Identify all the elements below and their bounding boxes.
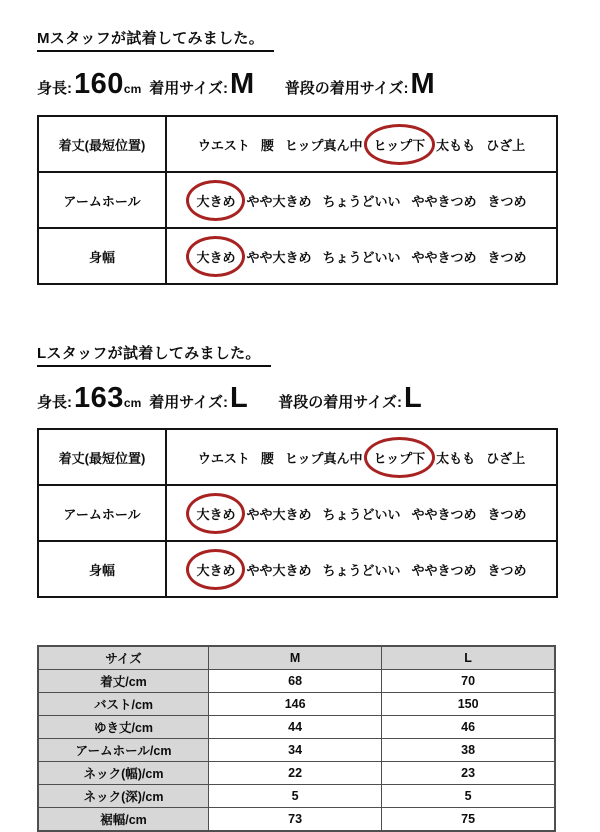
size-row-hem-width <box>38 808 555 832</box>
size-row-label: ネック(深)/cm <box>38 785 209 808</box>
staff-m-fit-table <box>37 115 558 285</box>
size-chart-table <box>37 645 556 832</box>
fit-option: ややきつめ <box>411 562 477 578</box>
fit-option: 太もも <box>436 450 476 466</box>
fit-option: きつめ <box>487 506 527 522</box>
fit-option: 太もも <box>436 137 476 153</box>
height-value: 163 <box>74 382 124 414</box>
size-row-label: ゆき丈/cm <box>38 716 209 739</box>
fit-option-circled: ヒップ下 <box>374 135 426 154</box>
fit-option: きつめ <box>487 562 527 578</box>
fit-option: ややきつめ <box>411 193 477 209</box>
height-unit: cm <box>123 82 142 96</box>
fit-options <box>167 448 556 467</box>
fit-row-label: アームホール <box>38 485 166 541</box>
wearing-size-label: 着用サイズ: <box>149 394 229 411</box>
fit-option: ややきつめ <box>411 506 477 522</box>
size-value-m: 5 <box>209 785 382 808</box>
fit-row-width <box>38 541 557 597</box>
usual-size-label: 普段の着用サイズ: <box>284 80 409 97</box>
size-value-m: 22 <box>209 762 382 785</box>
fit-option-circled: 大きめ <box>196 191 235 210</box>
wearing-size-value: L <box>230 382 249 414</box>
size-value-m: 73 <box>209 808 382 832</box>
size-value-l: 5 <box>382 785 555 808</box>
height-value: 160 <box>74 68 124 100</box>
height-label: 身長: <box>37 394 72 411</box>
fit-option-circled: 大きめ <box>196 504 235 523</box>
staff-m-heading: Mスタッフが試着してみました。 <box>37 27 274 52</box>
fit-row-armhole <box>38 485 557 541</box>
usual-size-label: 普段の着用サイズ: <box>278 394 403 411</box>
fit-option: ややきつめ <box>411 249 477 265</box>
size-value-m: 146 <box>209 693 382 716</box>
fit-option-circled: 大きめ <box>196 560 235 579</box>
staff-l-section <box>37 342 559 598</box>
fit-options <box>167 191 556 210</box>
size-row-sleeve-length <box>38 716 555 739</box>
fit-option: ひざ上 <box>486 450 526 466</box>
wearing-size-value: M <box>230 68 255 100</box>
size-value-l: 38 <box>382 739 555 762</box>
size-value-l: 70 <box>382 670 555 693</box>
size-row-body-length <box>38 670 555 693</box>
size-value-m: 34 <box>209 739 382 762</box>
size-chart-header-m: M <box>209 646 382 670</box>
fit-options <box>167 247 556 266</box>
size-row-label: 着丈/cm <box>38 670 209 693</box>
usual-size-value: M <box>410 68 436 100</box>
fit-option-circled: 大きめ <box>196 247 235 266</box>
fit-row-label: 身幅 <box>38 541 166 597</box>
size-value-l: 150 <box>382 693 555 716</box>
fit-option: ウエスト <box>197 137 250 153</box>
fit-option: ちょうどいい <box>322 193 401 209</box>
usual-size-value: L <box>404 382 423 414</box>
fit-option: ヒップ真ん中 <box>284 450 363 466</box>
size-row-armhole <box>38 739 555 762</box>
height-unit: cm <box>123 396 142 410</box>
staff-l-fit-table <box>37 428 558 598</box>
size-chart-header-size: サイズ <box>38 646 209 670</box>
fit-row-width <box>38 228 557 284</box>
fit-option: ウエスト <box>197 450 250 466</box>
fit-option: ひざ上 <box>486 137 526 153</box>
fit-option: きつめ <box>487 249 527 265</box>
size-value-m: 68 <box>209 670 382 693</box>
fit-row-length <box>38 429 557 485</box>
fit-option: やや大きめ <box>246 506 312 522</box>
size-row-bust <box>38 693 555 716</box>
fit-option: 腰 <box>260 450 274 466</box>
fit-row-label: アームホール <box>38 172 166 228</box>
fit-row-label: 着丈(最短位置) <box>38 429 166 485</box>
fit-option: 腰 <box>260 137 274 153</box>
size-row-label: アームホール/cm <box>38 739 209 762</box>
fit-row-armhole <box>38 172 557 228</box>
size-row-neck-width <box>38 762 555 785</box>
size-value-m: 44 <box>209 716 382 739</box>
size-value-l: 23 <box>382 762 555 785</box>
fit-options <box>167 135 556 154</box>
size-chart-header-row <box>38 646 555 670</box>
fit-option: ヒップ真ん中 <box>284 137 363 153</box>
fit-option: きつめ <box>487 193 527 209</box>
fit-option: やや大きめ <box>246 562 312 578</box>
fit-option: ちょうどいい <box>322 562 401 578</box>
size-value-l: 75 <box>382 808 555 832</box>
staff-l-stats <box>37 381 559 420</box>
fit-option: ちょうどいい <box>322 506 401 522</box>
fit-option: ちょうどいい <box>322 249 401 265</box>
fit-option: やや大きめ <box>246 193 312 209</box>
size-row-label: バスト/cm <box>38 693 209 716</box>
size-value-l: 46 <box>382 716 555 739</box>
size-row-neck-depth <box>38 785 555 808</box>
fit-option-circled: ヒップ下 <box>374 448 426 467</box>
fit-row-label: 着丈(最短位置) <box>38 116 166 172</box>
fit-option: やや大きめ <box>246 249 312 265</box>
size-row-label: 裾幅/cm <box>38 808 209 832</box>
staff-l-heading: Lスタッフが試着してみました。 <box>37 342 271 367</box>
size-row-label: ネック(幅)/cm <box>38 762 209 785</box>
fit-options <box>167 504 556 523</box>
size-chart-header-l: L <box>382 646 555 670</box>
staff-m-stats <box>37 67 559 106</box>
height-label: 身長: <box>37 80 72 97</box>
fit-options <box>167 560 556 579</box>
wearing-size-label: 着用サイズ: <box>149 80 229 97</box>
staff-m-section <box>37 27 559 285</box>
fit-row-label: 身幅 <box>38 228 166 284</box>
fit-row-length <box>38 116 557 172</box>
